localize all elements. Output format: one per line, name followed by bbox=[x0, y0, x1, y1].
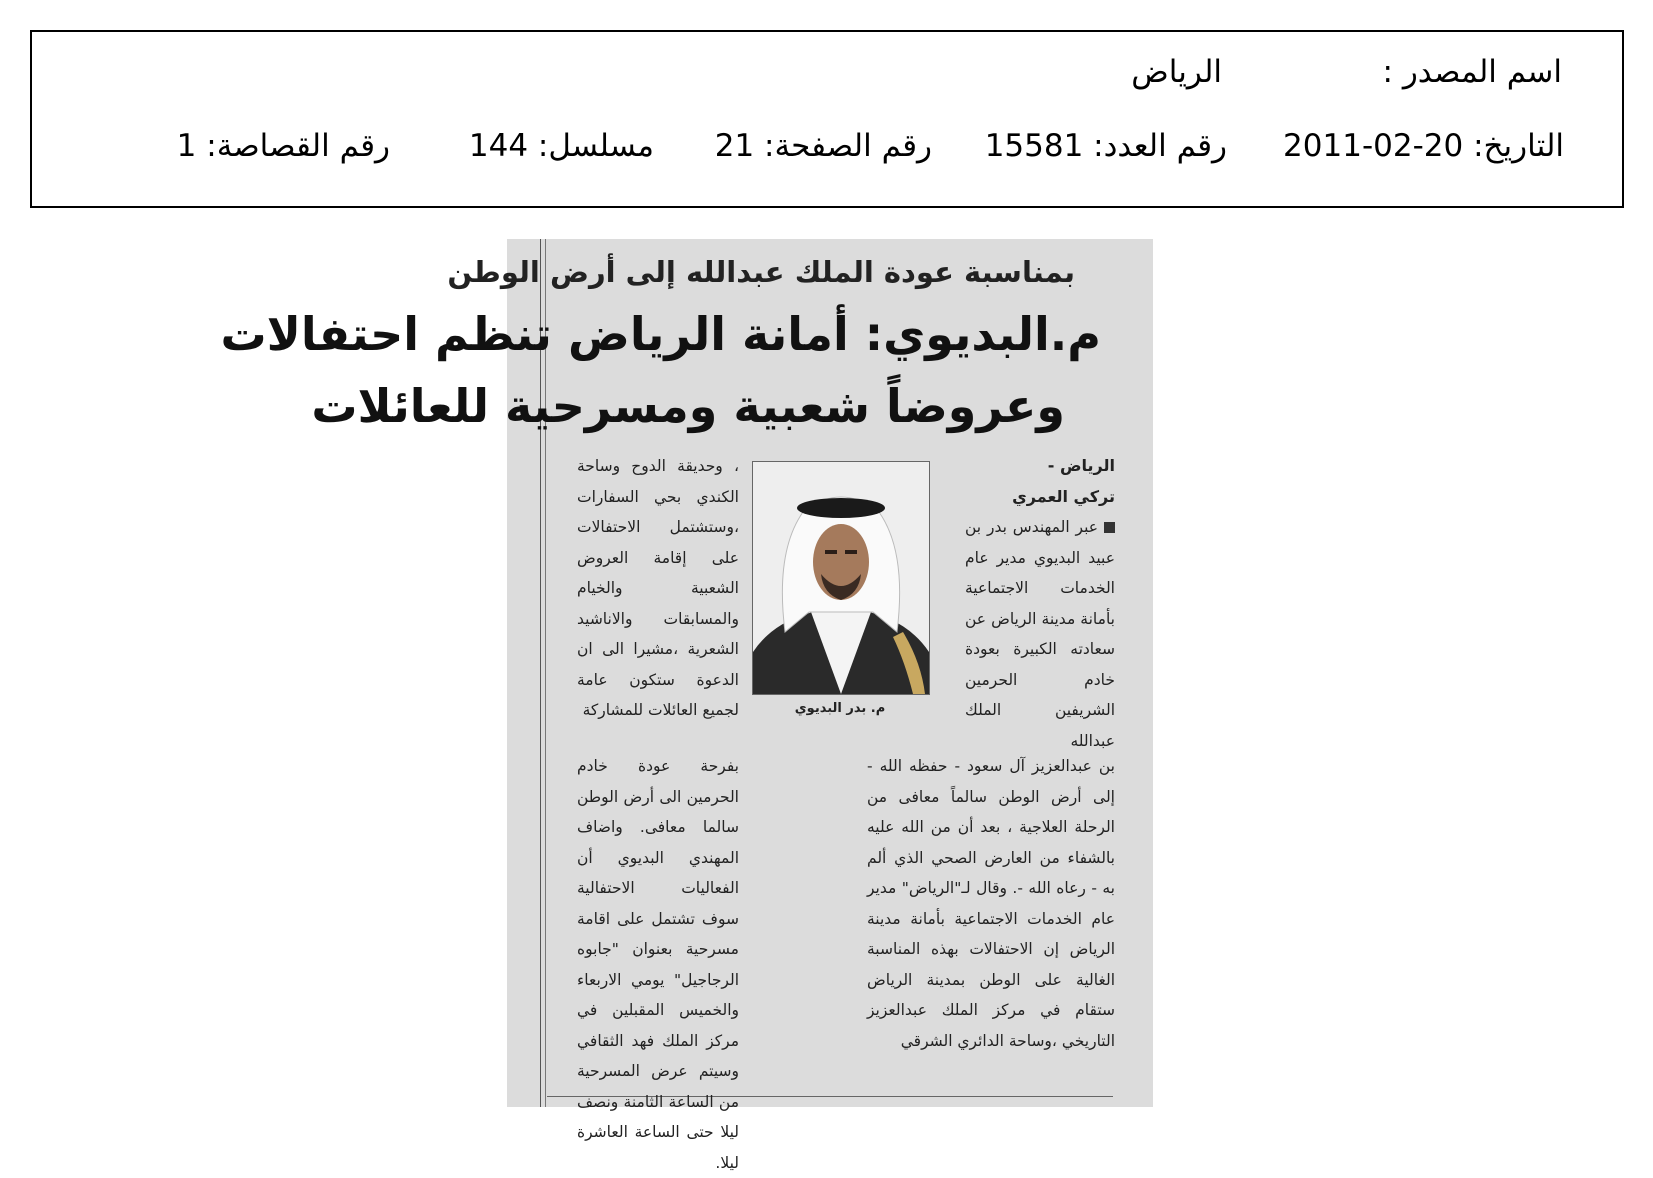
column-text: بن عبدالعزيز آل سعود - حفظه الله - إلى أرض الوطن سالماً معافى من الرحلة العلاجية ، بعد أن من الله عليه بالشفاء من العارض الصحي الذي ألم به - رعاه الله -. وقال لـ"الرياض" مدير عام الخدمات الاجتماعية بأمانة مدينة الرياض إن الاحتفالات بهذه المناسبة الغالية على الوطن بمدينة الرياض ستقام في مركز الملك عبدالعزيز التاريخي ،وساحة الدائري الشرقي bbox=[867, 757, 1115, 1050]
headline-line-1: م.البديوي: أمانة الرياض تنظم احتفالات bbox=[220, 307, 1101, 361]
column-text: بفرحة عودة خادم الحرمين الى أرض الوطن سالما معافى. واضاف المهندي البديوي أن الفعاليات الاحتفالية سوف تشتمل على اقامة مسرحية بعنوان "جابوه الرجاجيل" يومي الاربعاء والخميس المقبلين في مركز الملك فهد الثقافي وسيتم عرض المسرحية من الساعة الثامنة ونصف ليلا حتى الساعة العاشرة ليلا. bbox=[577, 757, 739, 1172]
article-column-right-lower bbox=[867, 751, 1115, 1056]
portrait-photo bbox=[752, 461, 930, 695]
headline-line-2: وعروضاً شعبية ومسرحية للعائلات bbox=[311, 379, 1065, 433]
clipping-metadata-box bbox=[30, 30, 1624, 208]
metadata-row-details bbox=[32, 128, 1622, 168]
bullet-icon bbox=[1104, 522, 1115, 533]
byline-author: تركي العمري bbox=[1012, 486, 1115, 506]
article-kicker: بمناسبة عودة الملك عبدالله إلى أرض الوطن bbox=[447, 255, 1075, 289]
article-column-right bbox=[965, 451, 1115, 756]
serial-field: مسلسل: 144 bbox=[468, 128, 654, 164]
photo-caption: م. بدر البديوي bbox=[794, 701, 886, 716]
article-column-left-lower bbox=[577, 751, 739, 1178]
source-label: اسم المصدر : bbox=[1382, 54, 1562, 90]
source-value: الرياض bbox=[1131, 54, 1222, 90]
date-field: التاريخ: 20-02-2011 bbox=[1283, 128, 1564, 164]
column-text: عبر المهندس بدر بن عبيد البديوي مدير عام الخدمات الاجتماعية بأمانة مدينة الرياض عن سعادته الكبيرة بعودة خادم الحرمين الشريفين الملك عبدالله bbox=[965, 518, 1115, 750]
newspaper-clipping bbox=[220, 239, 1153, 1172]
portrait-image bbox=[753, 462, 929, 694]
article-column-left bbox=[577, 451, 739, 726]
column-rule bbox=[540, 239, 541, 1107]
byline-place: الرياض - bbox=[1047, 456, 1115, 475]
clip-number-field: رقم القصاصة: 1 bbox=[176, 128, 390, 164]
page-number-field: رقم الصفحة: 21 bbox=[714, 128, 932, 164]
paragraph bbox=[965, 512, 1115, 756]
metadata-row-source bbox=[32, 54, 1622, 94]
column-rule bbox=[545, 239, 546, 1107]
column-text: ، وحديقة الدوح وساحة الكندي بحي السفارات ،وستشتمل الاحتفالات على إقامة العروض الشعبية والخيام والمسابقات والاناشيد الشعرية ،مشيرا الى ان الدعوة ستكون عامة لجميع العائلات للمشاركة bbox=[577, 457, 739, 719]
issue-number-field: رقم العدد: 15581 bbox=[984, 128, 1227, 164]
